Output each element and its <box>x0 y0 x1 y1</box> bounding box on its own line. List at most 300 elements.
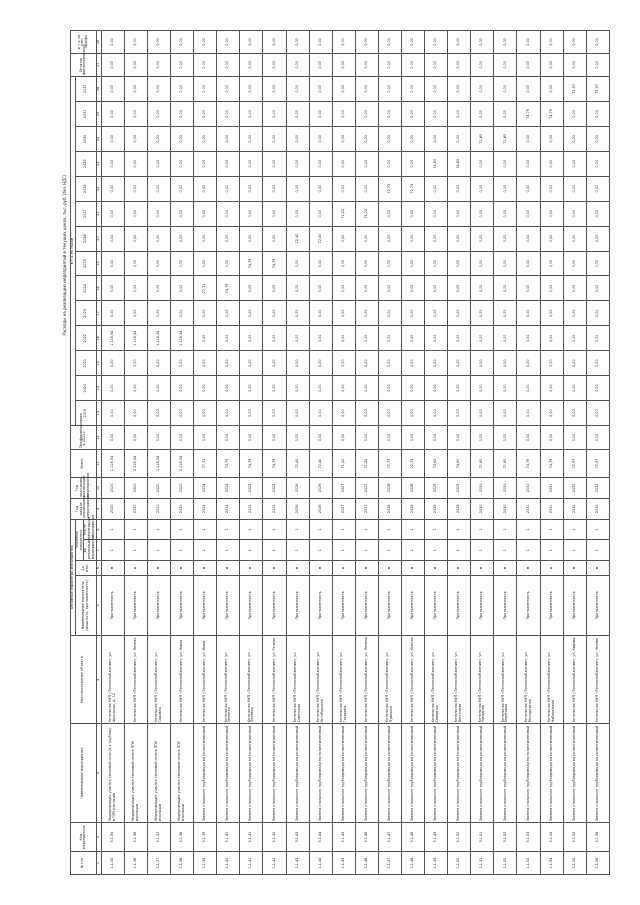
cell-name: Замена стального трубопровода на полиэтиленовый <box>402 724 425 823</box>
cell-location: Котельная МУП «Теплоснабжение», ул. Южная <box>402 636 425 724</box>
cell-location: Котельная МУП «Теплоснабжение», ул. Пушкина <box>378 636 401 724</box>
cell-in-tariff: 0,00 <box>540 31 563 54</box>
cell-year-value: 0,00 <box>286 176 309 201</box>
cell-remainder: 0,00 <box>563 53 586 76</box>
cell-year-value: 0,00 <box>171 376 194 401</box>
cell-year-value: 0,00 <box>471 201 494 226</box>
cell-financed: 0,00 <box>471 426 494 450</box>
cell-year-value: 0,00 <box>540 226 563 251</box>
cell-year-value: 0,00 <box>101 251 124 276</box>
cell-total: 71,80 <box>471 450 494 478</box>
table-row <box>171 31 194 875</box>
column-number: 7 <box>96 540 101 561</box>
cell-param: Протяженность <box>471 575 494 635</box>
cell-param: Протяженность <box>517 575 540 635</box>
cell-unit: м <box>286 561 309 576</box>
cell-in-tariff: 0,00 <box>101 31 124 54</box>
cell-year-value: 0,00 <box>586 351 609 376</box>
cell-year-end: 2030 <box>471 478 494 499</box>
cell-year-value: 0,00 <box>240 276 263 301</box>
cell-year-value: 0,00 <box>540 201 563 226</box>
cell-year-value: 72,73 <box>402 176 425 201</box>
cell-year-value: 0,00 <box>332 126 355 151</box>
cell-year-value: 0,00 <box>517 351 540 376</box>
cell-year-value: 0,00 <box>194 251 217 276</box>
cell-param: Протяженность <box>402 575 425 635</box>
cell-remainder: 0,00 <box>586 53 609 76</box>
cell-year-value: 0,00 <box>286 326 309 351</box>
cell-year-value: 1 118,34 <box>171 326 194 351</box>
cell-year-value: 0,00 <box>101 76 124 101</box>
cell-year-end: 2031 <box>540 478 563 499</box>
header-year: 2031 <box>75 101 96 126</box>
cell-year-value: 0,00 <box>494 401 517 426</box>
cell-year-value: 0,00 <box>378 326 401 351</box>
cell-year-value: 0,00 <box>425 326 448 351</box>
cell-remainder: 0,00 <box>402 53 425 76</box>
cell-year-value: 0,00 <box>494 101 517 126</box>
cell-name: Замена стального трубопровода на полиэтиленовый <box>194 724 217 823</box>
cell-year-value: 0,00 <box>586 126 609 151</box>
cell-code: 3.1.43 <box>286 823 309 852</box>
header-year: 2030 <box>75 126 96 151</box>
cell-year-value: 0,00 <box>147 276 170 301</box>
header-remainder: Остаток финансирования <box>71 53 97 76</box>
cell-year-start: 2030 <box>494 498 517 519</box>
cell-year-value: 0,00 <box>471 176 494 201</box>
cell-year-value: 0,00 <box>355 376 378 401</box>
cell-unit: м <box>263 561 286 576</box>
cell-year-value: 0,00 <box>425 301 448 326</box>
cell-name: Замена стального трубопровода на полиэтиленовый <box>586 724 609 823</box>
cell-financed: 0,00 <box>494 426 517 450</box>
table-row <box>217 31 240 875</box>
cell-year-value: 0,00 <box>471 376 494 401</box>
cell-num: 1.1.52 <box>494 852 517 875</box>
cell-year-start: 2026 <box>309 498 332 519</box>
cell-year-value: 0,00 <box>517 301 540 326</box>
cell-year-end: 2032 <box>586 478 609 499</box>
cell-year-value: 0,00 <box>563 351 586 376</box>
cell-year-value: 0,00 <box>517 276 540 301</box>
cell-total: 71,22 <box>355 450 378 478</box>
cell-year-value: 0,00 <box>425 401 448 426</box>
cell-year-value: 0,00 <box>171 401 194 426</box>
cell-after: 1 <box>217 519 240 540</box>
cell-year-value: 74,79 <box>540 101 563 126</box>
cell-year-value: 0,00 <box>540 326 563 351</box>
cell-param: Протяженность <box>309 575 332 635</box>
cell-financed: 0,00 <box>402 426 425 450</box>
cell-year-value: 0,00 <box>563 201 586 226</box>
cell-after: 1 <box>402 519 425 540</box>
cell-year-value: 0,00 <box>378 226 401 251</box>
cell-year-value: 0,00 <box>309 276 332 301</box>
cell-year-value: 0,00 <box>217 201 240 226</box>
cell-year-value: 0,00 <box>194 326 217 351</box>
activities-table <box>70 30 610 875</box>
cell-before: 1 <box>540 540 563 561</box>
cell-name: Замена стального трубопровода на полиэтиленовый <box>517 724 540 823</box>
cell-year-value: 0,00 <box>517 401 540 426</box>
cell-code: 3.1.41 <box>240 823 263 852</box>
cell-num: 1.1.35 <box>101 852 124 875</box>
cell-year-value: 0,00 <box>402 301 425 326</box>
cell-year-value: 0,00 <box>540 276 563 301</box>
cell-year-value: 0,00 <box>217 226 240 251</box>
column-number: 4 <box>96 636 101 724</box>
cell-year-start: 2028 <box>378 498 401 519</box>
cell-year-value: 0,00 <box>494 376 517 401</box>
cell-unit: м <box>540 561 563 576</box>
table-sheet <box>60 30 610 875</box>
header-year: 2022 <box>75 326 96 351</box>
cell-year-start: 2020 <box>147 498 170 519</box>
cell-remainder: 0,00 <box>147 53 170 76</box>
cell-year-value: 0,00 <box>402 226 425 251</box>
cell-year-value: 0,00 <box>471 226 494 251</box>
cell-year-value: 0,00 <box>355 351 378 376</box>
cell-in-tariff: 0,00 <box>425 31 448 54</box>
cell-year-value: 0,00 <box>494 176 517 201</box>
cell-before: 1 <box>171 540 194 561</box>
cell-code: 3.1.38 <box>171 823 194 852</box>
cell-name: Замена стального трубопровода на полиэтиленовый <box>494 724 517 823</box>
cell-year-value: 0,00 <box>425 76 448 101</box>
cell-remainder: 0,00 <box>194 53 217 76</box>
cell-num: 1.1.56 <box>586 852 609 875</box>
cell-year-start: 2029 <box>425 498 448 519</box>
cell-total: 1 118,34 <box>147 450 170 478</box>
cell-year-value: 0,00 <box>355 176 378 201</box>
cell-remainder: 0,00 <box>332 53 355 76</box>
cell-year-value: 0,00 <box>494 201 517 226</box>
cell-year-value: 0,00 <box>263 301 286 326</box>
cell-year-value: 0,00 <box>171 101 194 126</box>
cell-year-value: 0,00 <box>309 401 332 426</box>
cell-year-value: 0,00 <box>586 176 609 201</box>
cell-year-value: 0,00 <box>471 251 494 276</box>
cell-param: Протяженность <box>124 575 147 635</box>
column-number: 19 <box>96 251 101 276</box>
cell-year-value: 0,00 <box>563 126 586 151</box>
cell-code: 3.1.50 <box>448 823 471 852</box>
cell-year-value: 0,00 <box>471 276 494 301</box>
cell-in-tariff: 0,00 <box>194 31 217 54</box>
cell-location: Котельная МУП «Теплоснабжение», ул. Новая <box>171 636 194 724</box>
cell-num: 1.1.50 <box>448 852 471 875</box>
cell-unit: м <box>147 561 170 576</box>
cell-financed: 0,00 <box>378 426 401 450</box>
cell-year-value: 0,00 <box>240 126 263 151</box>
cell-total: 72,73 <box>402 450 425 478</box>
cell-location: Котельная МУП «Теплоснабжение», ул. Садовая <box>147 636 170 724</box>
column-number: 13 <box>96 401 101 426</box>
cell-total: 72,97 <box>563 450 586 478</box>
cell-financed: 0,00 <box>194 426 217 450</box>
cell-year-value: 0,00 <box>517 76 540 101</box>
cell-year-value: 0,00 <box>425 201 448 226</box>
cell-year-value: 0,00 <box>194 201 217 226</box>
cell-name: Замена стального трубопровода на полиэтиленовый <box>378 724 401 823</box>
cell-year-value: 0,00 <box>540 301 563 326</box>
cell-year-value: 0,00 <box>286 201 309 226</box>
cell-before: 1 <box>517 540 540 561</box>
table-row <box>355 31 378 875</box>
cell-remainder: 0,00 <box>355 53 378 76</box>
cell-year-value: 71,22 <box>332 201 355 226</box>
cell-year-value: 72,97 <box>586 76 609 101</box>
cell-year-value: 0,00 <box>286 101 309 126</box>
cell-year-value: 0,00 <box>563 151 586 176</box>
cell-year-value: 0,00 <box>286 76 309 101</box>
cell-year-value: 0,00 <box>124 351 147 376</box>
cell-in-tariff: 0,00 <box>448 31 471 54</box>
cell-year-value: 0,00 <box>471 151 494 176</box>
cell-year-value: 0,00 <box>194 351 217 376</box>
cell-year-value: 0,00 <box>124 376 147 401</box>
cell-year-value: 0,00 <box>402 101 425 126</box>
cell-location: Котельная МУП «Теплоснабжение», ул. Западная <box>471 636 494 724</box>
cell-year-value: 0,00 <box>402 126 425 151</box>
cell-year-value: 0,00 <box>147 401 170 426</box>
cell-before: 1 <box>263 540 286 561</box>
cell-year-value: 0,00 <box>147 176 170 201</box>
cell-year-value: 0,00 <box>586 251 609 276</box>
cell-year-value: 0,00 <box>194 401 217 426</box>
cell-after: 1 <box>355 519 378 540</box>
column-number: 8 <box>96 519 101 540</box>
cell-year-value: 0,00 <box>332 251 355 276</box>
column-number: 12 <box>96 426 101 450</box>
cell-year-value: 0,00 <box>309 251 332 276</box>
cell-year-value: 0,00 <box>147 126 170 151</box>
cell-year-value: 0,00 <box>263 226 286 251</box>
cell-year-value: 0,00 <box>240 226 263 251</box>
cell-year-value: 0,00 <box>494 226 517 251</box>
cell-year-value: 0,00 <box>101 351 124 376</box>
cell-before: 1 <box>402 540 425 561</box>
cell-num: 1.1.53 <box>517 852 540 875</box>
cell-year-value: 0,00 <box>171 276 194 301</box>
cell-remainder: 0,00 <box>494 53 517 76</box>
cell-year-value: 77,71 <box>194 276 217 301</box>
cell-year-value: 1 118,34 <box>147 326 170 351</box>
cell-param: Протяженность <box>586 575 609 635</box>
cell-year-value: 0,00 <box>217 376 240 401</box>
cell-remainder: 0,00 <box>425 53 448 76</box>
cell-financed: 0,00 <box>263 426 286 450</box>
header-params-group: Основные параметры мероприятия <box>71 519 76 635</box>
cell-financed: 0,00 <box>425 426 448 450</box>
column-number: 16 <box>96 326 101 351</box>
cell-after: 1 <box>586 519 609 540</box>
cell-year-end: 2020 <box>171 478 194 499</box>
cell-year-value: 0,00 <box>494 151 517 176</box>
cell-after: 1 <box>194 519 217 540</box>
cell-num: 1.1.37 <box>147 852 170 875</box>
cell-year-value: 0,00 <box>101 201 124 226</box>
table-row <box>586 31 609 875</box>
cell-unit: м <box>194 561 217 576</box>
cell-year-value: 0,00 <box>540 176 563 201</box>
header-year-end: Год окончания реализации мероприятия <box>71 478 97 499</box>
cell-name: Модернизация участка тепловой сети в ППУ изоляции <box>147 724 170 823</box>
cell-year-value: 0,00 <box>309 101 332 126</box>
cell-code: 3.1.47 <box>378 823 401 852</box>
cell-year-start: 2026 <box>286 498 309 519</box>
cell-total: 74,79 <box>517 450 540 478</box>
cell-financed: 0,00 <box>355 426 378 450</box>
cell-year-value: 0,00 <box>124 151 147 176</box>
cell-after: 1 <box>332 519 355 540</box>
cell-year-value: 0,00 <box>402 201 425 226</box>
cell-name: Замена стального трубопровода на полиэтиленовый <box>448 724 471 823</box>
cell-year-value: 0,00 <box>517 176 540 201</box>
cell-year-value: 0,00 <box>332 176 355 201</box>
cell-financed: 0,00 <box>309 426 332 450</box>
cell-year-start: 2028 <box>402 498 425 519</box>
table-row <box>563 31 586 875</box>
cell-year-value: 0,00 <box>448 401 471 426</box>
cell-name: Замена стального трубопровода на полиэтиленовый <box>217 724 240 823</box>
cell-year-value: 0,00 <box>332 376 355 401</box>
cell-num: 1.1.38 <box>171 852 194 875</box>
cell-year-value: 0,00 <box>171 126 194 151</box>
cell-code: 3.1.35 <box>101 823 124 852</box>
cell-total: 74,79 <box>540 450 563 478</box>
cell-year-value: 0,00 <box>378 151 401 176</box>
cell-year-value: 0,00 <box>263 326 286 351</box>
cell-year-start: 2024 <box>217 498 240 519</box>
cell-in-tariff: 0,00 <box>286 31 309 54</box>
cell-year-value: 0,00 <box>309 326 332 351</box>
cell-param: Протяженность <box>563 575 586 635</box>
cell-after: 1 <box>286 519 309 540</box>
cell-financed: 0,00 <box>147 426 170 450</box>
cell-after: 1 <box>240 519 263 540</box>
cell-code: 3.1.37 <box>147 823 170 852</box>
cell-total: 77,71 <box>194 450 217 478</box>
cell-year-value: 0,00 <box>355 276 378 301</box>
header-year: 2027 <box>75 201 96 226</box>
cell-year-value: 0,00 <box>124 76 147 101</box>
cell-financed: 0,00 <box>517 426 540 450</box>
cell-year-value: 0,00 <box>471 101 494 126</box>
cell-param: Протяженность <box>101 575 124 635</box>
cell-year-value: 74,79 <box>240 251 263 276</box>
cell-year-value: 0,00 <box>194 176 217 201</box>
cell-year-value: 0,00 <box>517 126 540 151</box>
cell-year-value: 0,00 <box>402 251 425 276</box>
cell-financed: 0,00 <box>540 426 563 450</box>
cell-after: 1 <box>263 519 286 540</box>
cell-location: Котельная МУП «Теплоснабжение», ул. Ленина <box>355 636 378 724</box>
cell-after: 1 <box>378 519 401 540</box>
cell-after: 1 <box>309 519 332 540</box>
header-year: 2025 <box>75 251 96 276</box>
cell-year-value: 0,00 <box>425 376 448 401</box>
cell-year-value: 0,00 <box>355 226 378 251</box>
cell-year-value: 0,00 <box>309 151 332 176</box>
cell-year-end: 2027 <box>332 478 355 499</box>
cell-year-value: 0,00 <box>101 301 124 326</box>
cell-after: 1 <box>563 519 586 540</box>
cell-year-value: 0,00 <box>101 101 124 126</box>
cell-total: 1 118,34 <box>101 450 124 478</box>
cell-num: 1.1.36 <box>124 852 147 875</box>
column-number: 22 <box>96 176 101 201</box>
cell-total: 74,79 <box>240 450 263 478</box>
column-number: 9 <box>96 498 101 519</box>
cell-location: Котельная МУП «Теплоснабжение», ул. Мира <box>194 636 217 724</box>
cell-financed: 0,00 <box>332 426 355 450</box>
cell-year-value: 0,00 <box>124 176 147 201</box>
cell-before: 1 <box>309 540 332 561</box>
cell-year-value: 0,00 <box>378 76 401 101</box>
cell-year-value: 0,00 <box>286 351 309 376</box>
cell-before: 1 <box>286 540 309 561</box>
rotated-page <box>60 30 610 875</box>
cell-before: 1 <box>147 540 170 561</box>
cell-year-value: 0,00 <box>402 276 425 301</box>
cell-year-value: 0,00 <box>332 101 355 126</box>
column-number: 21 <box>96 201 101 226</box>
cell-year-value: 0,00 <box>471 76 494 101</box>
cell-financed: 0,00 <box>240 426 263 450</box>
cell-name: Модернизация участка тепловой сети в ППУ изоляции <box>124 724 147 823</box>
cell-name: Замена стального трубопровода на полиэтиленовый <box>332 724 355 823</box>
cell-year-value: 0,00 <box>194 301 217 326</box>
table-row <box>147 31 170 875</box>
cell-year-start: 2020 <box>101 498 124 519</box>
cell-year-value: 0,00 <box>448 201 471 226</box>
column-number: 24 <box>96 126 101 151</box>
cell-year-value: 0,00 <box>332 351 355 376</box>
cell-year-value: 0,00 <box>425 126 448 151</box>
cell-remainder: 0,00 <box>309 53 332 76</box>
cell-year-value: 0,00 <box>240 76 263 101</box>
cell-year-value: 0,00 <box>263 151 286 176</box>
cell-year-value: 0,00 <box>124 401 147 426</box>
header-location: Местоположение объекта <box>71 636 97 724</box>
cell-year-value: 0,00 <box>309 301 332 326</box>
cell-param: Протяженность <box>217 575 240 635</box>
cell-year-value: 1 118,34 <box>124 326 147 351</box>
cell-num: 1.1.42 <box>263 852 286 875</box>
cell-param: Протяженность <box>540 575 563 635</box>
cell-year-value: 0,00 <box>540 126 563 151</box>
cell-year-start: 2020 <box>171 498 194 519</box>
table-body <box>101 31 609 875</box>
cell-year-value: 0,00 <box>517 326 540 351</box>
cell-year-value: 74,60 <box>448 151 471 176</box>
cell-before: 1 <box>471 540 494 561</box>
table-row <box>263 31 286 875</box>
cell-code: 3.1.56 <box>586 823 609 852</box>
table-caption: Расходы на реализацию мероприятий в текущих ценах, тыс. руб. (без НДС) <box>62 174 67 336</box>
cell-num: 1.1.47 <box>378 852 401 875</box>
cell-year-value: 0,00 <box>217 176 240 201</box>
cell-code: 3.1.55 <box>563 823 586 852</box>
cell-year-value: 0,00 <box>217 151 240 176</box>
cell-after: 1 <box>101 519 124 540</box>
cell-in-tariff: 0,00 <box>332 31 355 54</box>
cell-year-value: 0,00 <box>494 326 517 351</box>
cell-num: 1.1.45 <box>332 852 355 875</box>
header-year: 2032 <box>75 76 96 101</box>
cell-unit: м <box>425 561 448 576</box>
